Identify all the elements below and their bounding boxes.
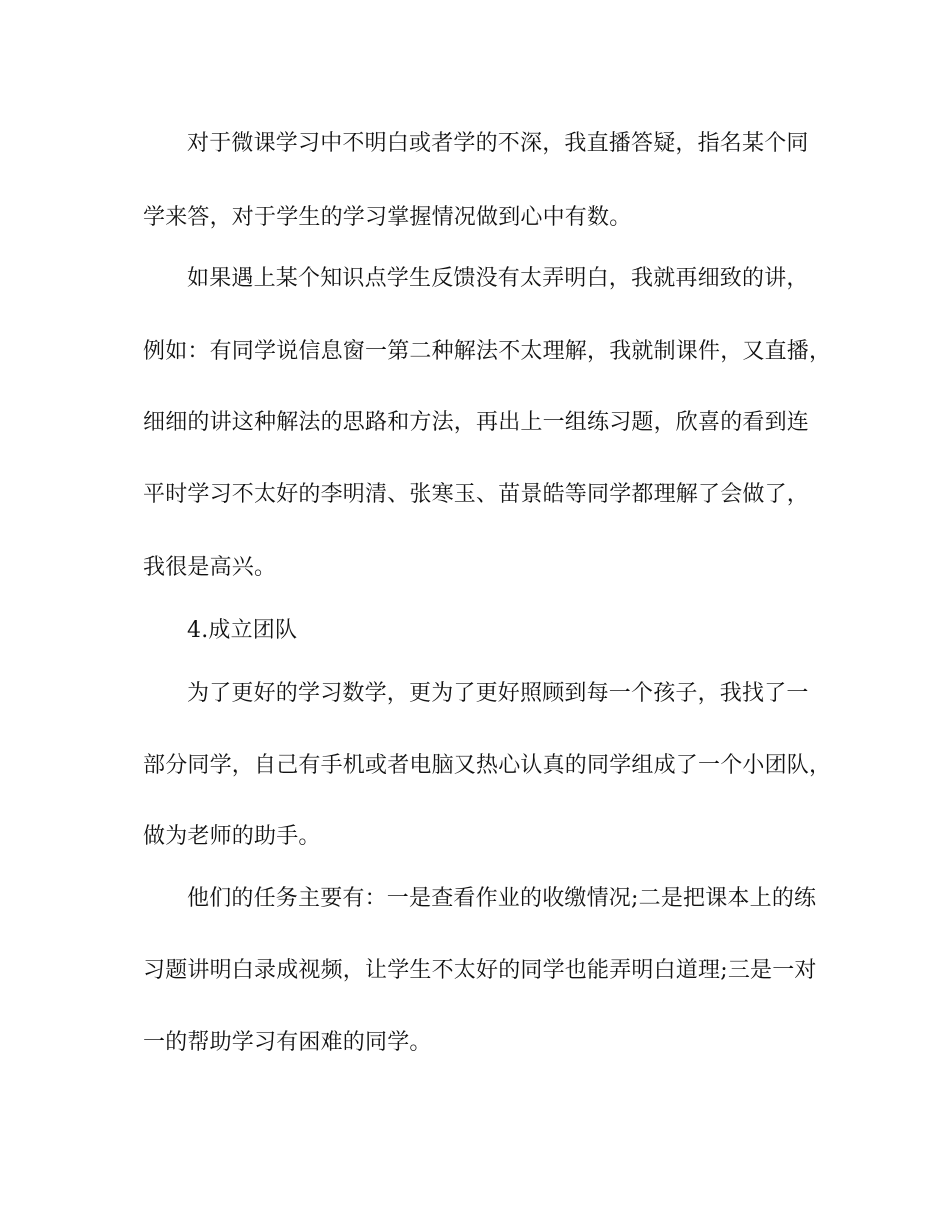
paragraph-3-line-3: 做为老师的助手。	[143, 824, 321, 849]
paragraph-3-line-1: 为了更好的学习数学，更为了更好照顾到每一个孩子，我找了一	[187, 681, 809, 706]
paragraph-4-line-1: 他们的任务主要有：一是查看作业的收缴情况;二是把课本上的练	[187, 886, 817, 911]
paragraph-2-line-5: 我很是高兴。	[143, 555, 277, 580]
paragraph-2-line-4: 平时学习不太好的李明清、张寒玉、苗景皓等同学都理解了会做了，	[143, 482, 810, 507]
paragraph-4-line-2: 习题讲明白录成视频，让学生不太好的同学也能弄明白道理;三是一对	[143, 958, 817, 983]
paragraph-3-line-2: 部分同学，自己有手机或者电脑又热心认真的同学组成了一个小团队，	[143, 753, 832, 778]
paragraph-1-line-2: 学来答，对于学生的学习掌握情况做到心中有数。	[143, 205, 632, 230]
paragraph-2-line-3: 细细的讲这种解法的思路和方法，再出上一组练习题，欣喜的看到连	[143, 410, 810, 435]
paragraph-1-line-1: 对于微课学习中不明白或者学的不深，我直播答疑，指名某个同	[187, 131, 809, 156]
paragraph-2-line-1: 如果遇上某个知识点学生反馈没有太弄明白，我就再细致的讲，	[187, 266, 809, 291]
paragraph-4-line-3: 一的帮助学习有困难的同学。	[143, 1030, 432, 1055]
section-heading: 4.成立团队	[187, 618, 298, 643]
paragraph-2-line-2: 例如：有同学说信息窗一第二种解法不太理解，我就制课件，又直播，	[143, 339, 832, 364]
